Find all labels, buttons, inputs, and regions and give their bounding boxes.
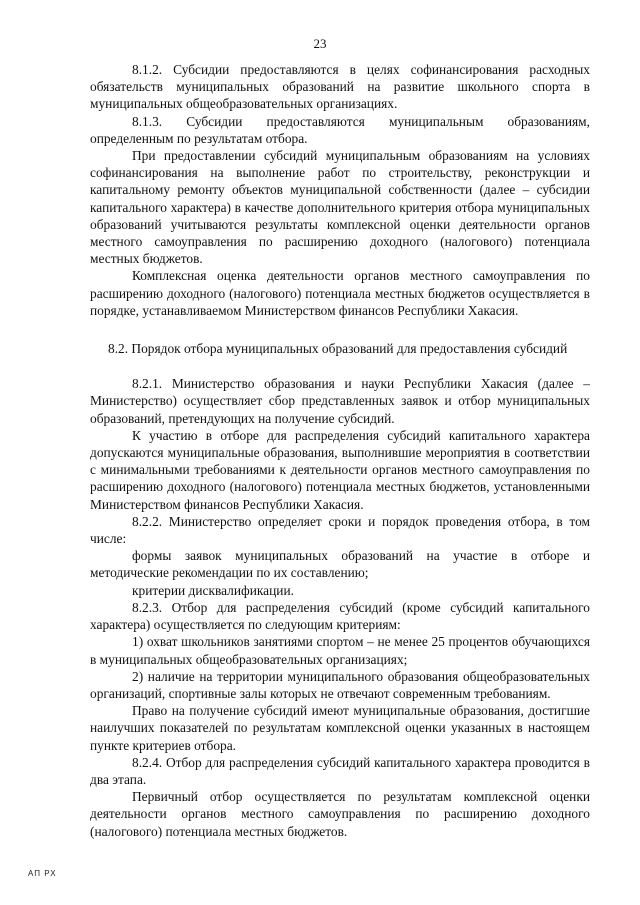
paragraph-primary-selection: Первичный отбор осуществляется по результатам комплексной оценки деятельности органов местного самоуправления по расширению доходного (налогового) потенциала местных бюджетов. [90,789,590,839]
page-number: 23 [313,36,327,51]
paragraph-criterion-2: 2) наличие на территории муниципального образования общеобразовательных организаций, спортивные залы которых не отвечают современным требованиям. [90,668,590,701]
paragraph-disqualification: критерии дисквалификации. [132,582,294,598]
paragraph-8-1-3: 8.1.3. Субсидии предоставляются муниципальным образованиям, определенным по результатам отбора. [90,113,590,146]
paragraph-8-2-3: 8.2.3. Отбор для распределения субсидий (кроме субсидий капитального характера) осуществляется по следующим критериям: [90,599,590,633]
document-body [90,61,590,840]
section-heading-8-2: 8.2. Порядок отбора муниципальных образований для предоставления субсидий [108,341,568,357]
paragraph-criterion-1: 1) охват школьников занятиями спортом – не менее 25 процентов обучающихся в муниципальных общеобразовательных организациях; [90,634,590,667]
paragraph-8-2-2: 8.2.2. Министерство определяет сроки и порядок проведения отбора, в том числе: [90,513,590,547]
paragraph-admission-criteria: К участию в отборе для распределения субсидий капитального характера допускаются муниципальные образования, выполнившие мероприятия в соответствии с минимальными требованиями к деятельности органов местного самоуправления по расширению доходного (налогового) потенциала местных бюджетов, установленными Министерством финансов Республики Хакасия. [90,427,590,512]
paragraph-8-2-1: 8.2.1. Министерство образования и науки Республики Хакасия (далее – Министерство) осуществляет сбор представленных заявок и отбор муниципальных образований, претендующих на получение субсидий. [90,376,590,426]
paragraph-capital-subsidies: При предоставлении субсидий муниципальным образованиям на условиях софинансирования на выполнение работ по строительству, реконструкции и капитальному ремонту объектов муниципальной собственности (далее – субсидии капитального характера) в качестве дополнительного критерия отбора муниципальных образований учитываются результаты комплексной оценки деятельности органов местного самоуправления по расширению доходного (налогового) потенциала местных бюджетов. [90,148,590,267]
footer-mark: АП РХ [28,869,57,878]
paragraph-comprehensive-assessment: Комплексная оценка деятельности органов местного самоуправления по расширению доходного (налогового) потенциала местных бюджетов осуществляется в порядке, устанавливаемом Министерством финансов Республики Хакасия. [90,268,590,318]
paragraph-8-1-2: 8.1.2. Субсидии предоставляются в целях софинансирования расходных обязательств муниципальных образований на развитие школьного спорта в муниципальных общеобразовательных организациях. [90,62,590,112]
paragraph-application-forms: формы заявок муниципальных образований на участие в отборе и методические рекомендации по их составлению; [90,548,590,581]
paragraph-8-2-4: 8.2.4. Отбор для распределения субсидий капитального характера проводится в два этапа. [90,754,590,787]
paragraph-eligibility: Право на получение субсидий имеют муниципальные образования, достигшие наилучших показателей по результатам комплексной оценки указанных в настоящем пункте критериев отбора. [90,703,590,753]
